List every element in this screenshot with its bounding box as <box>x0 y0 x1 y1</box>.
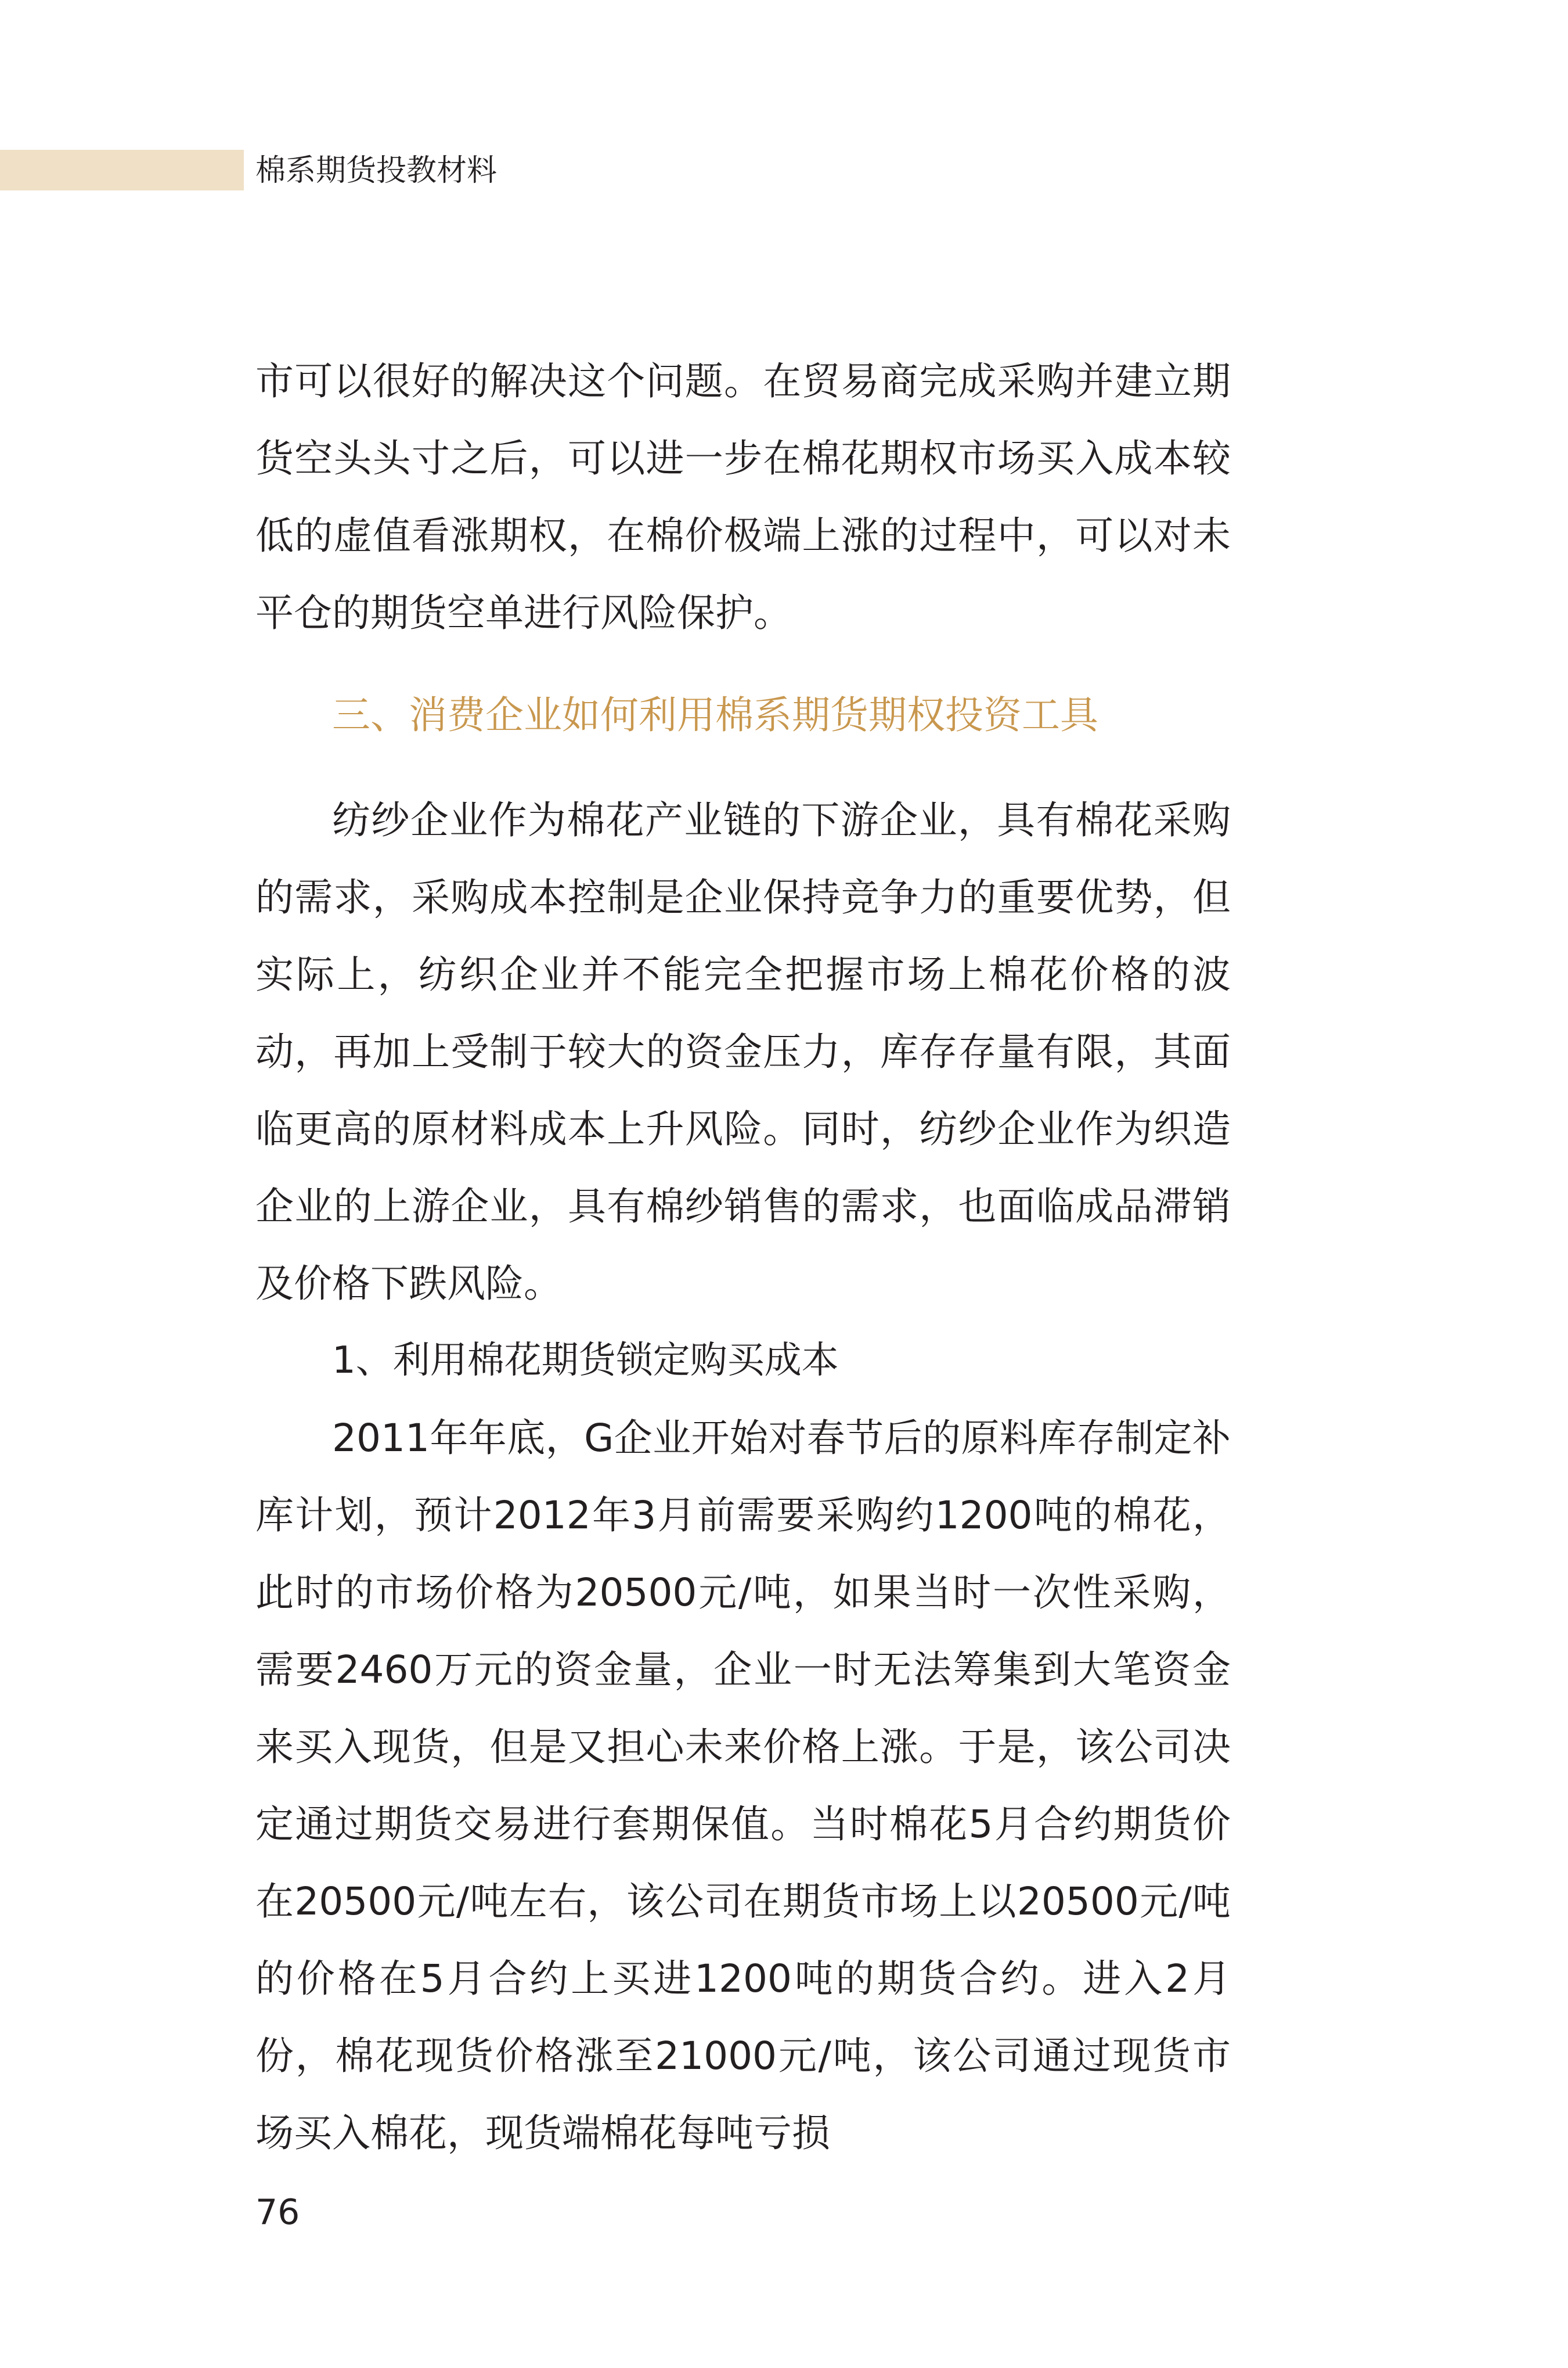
section-heading: 三、消费企业如何利用棉系期货期权投资工具 <box>332 693 1098 737</box>
running-header-title: 棉系期货投教材料 <box>255 153 498 188</box>
page-number: 76 <box>255 2192 300 2233</box>
case-paragraph: 2011年年底，G企业开始对春节后的原料库存制定补库计划，预计2012年3月前需要采购约1200吨的棉花，此时的市场价格为20500元/吨，如果当时一次性采购，需要2460万元的资金量，企业一时无法筹集到大笔资金来买入现货，但是又担心未来价格上涨。于是，该公司决定通过期货交易进行套期保值。当时棉花5月合约期货价在20500元/吨左右，该公司在期货市场上以20500元/吨的价格在5月合约上买进1200吨的期货合约。进入2月份，棉花现货价格涨至21000元/吨，该公司通过现货市场买入棉花，现货端棉花每吨亏损 <box>255 1416 1231 2155</box>
section-paragraph: 纺纱企业作为棉花产业链的下游企业，具有棉花采购的需求，采购成本控制是企业保持竞争力的重要优势，但实际上，纺织企业并不能完全把握市场上棉花价格的波动，再加上受制于较大的资金压力，库存存量有限，其面临更高的原材料成本上升风险。同时，纺纱企业作为织造企业的上游企业，具有棉纱销售的需求，也面临成品滞销及价格下跌风险。 <box>255 798 1231 1306</box>
sub-heading: 1、利用棉花期货锁定购买成本 <box>332 1339 839 1382</box>
header-accent-bar <box>0 150 244 190</box>
intro-paragraph: 市可以很好的解决这个问题。在贸易商完成采购并建立期货空头头寸之后，可以进一步在棉花期权市场买入成本较低的虚值看涨期权，在棉价极端上涨的过程中，可以对未平仓的期货空单进行风险保护。 <box>255 359 1231 635</box>
page-body <box>255 343 1231 2172</box>
